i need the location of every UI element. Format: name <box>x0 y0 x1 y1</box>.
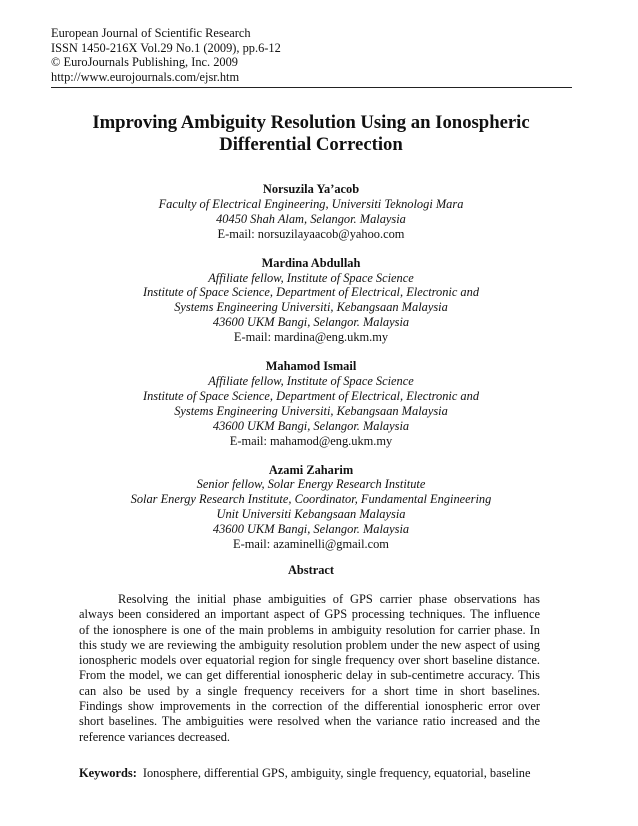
header-divider <box>51 87 572 88</box>
abstract-line: reference variances decreased. <box>79 729 230 744</box>
author-affiliation: Senior fellow, Solar Energy Research Institute <box>196 477 426 492</box>
author-affiliation: 43600 UKM Bangi, Selangor. Malaysia <box>212 522 410 537</box>
journal-name: European Journal of Scientific Research <box>51 26 251 40</box>
author-block <box>60 359 562 448</box>
author-affiliation: Unit Universiti Kebangsaan Malaysia <box>216 507 406 522</box>
abstract-line: Resolving the initial phase ambiguities of GPS carrier phase observations has <box>118 592 540 606</box>
paper-title-line-1: Improving Ambiguity Resolution Using an Ionospheric <box>92 112 530 133</box>
paper-title <box>60 112 562 156</box>
author-name: Norsuzila Ya’acob <box>262 182 360 196</box>
author-block <box>60 256 562 345</box>
author-email[interactable]: E-mail: mardina@eng.ukm.my <box>233 330 389 345</box>
abstract-text <box>79 592 540 745</box>
journal-copyright: © EuroJournals Publishing, Inc. 2009 <box>51 55 239 70</box>
author-affiliation: 43600 UKM Bangi, Selangor. Malaysia <box>212 315 410 330</box>
author-affiliation: Institute of Space Science, Department of Electrical, Electronic and <box>142 285 480 300</box>
abstract-line: can also be used by a single frequency receivers for a short time in short baselines. <box>79 683 540 698</box>
author-affiliation: Affiliate fellow, Institute of Space Science <box>208 270 414 285</box>
author-email[interactable]: E-mail: mahamod@eng.ukm.my <box>229 433 393 448</box>
author-affiliation: Systems Engineering Universiti, Kebangsaan Malaysia <box>174 403 448 418</box>
journal-url[interactable]: http://www.eurojournals.com/ejsr.htm <box>51 69 240 84</box>
author-block <box>60 463 562 552</box>
author-affiliation: 43600 UKM Bangi, Selangor. Malaysia <box>212 418 410 433</box>
author-affiliation: 40450 Shah Alam, Selangor. Malaysia <box>216 211 406 226</box>
abstract-line: this study we are reviewing the ambiguity resolution problem under the new aspect of using <box>79 637 540 652</box>
keywords-label: Keywords: <box>79 766 137 780</box>
abstract-line: From the model, we can get differential ionospheric delay in sub-centimetre accuracy. This <box>79 668 540 683</box>
author-email[interactable]: E-mail: azaminelli@gmail.com <box>233 537 389 552</box>
keywords-text: Ionosphere, differential GPS, ambiguity, single frequency, equatorial, baseline <box>142 766 531 780</box>
journal-header <box>51 26 571 84</box>
author-affiliation: Systems Engineering Universiti, Kebangsaan Malaysia <box>174 300 448 315</box>
paper-title-line-2: Differential Correction <box>219 134 403 155</box>
author-name: Mardina Abdullah <box>261 255 361 270</box>
author-name: Mahamod Ismail <box>265 359 357 374</box>
author-name: Azami Zaharim <box>268 462 354 477</box>
abstract-line: Findings show improvements in the correction of the differential ionospheric error over <box>79 699 540 714</box>
journal-issn: ISSN 1450-216X Vol.29 No.1 (2009), pp.6-12 <box>51 40 281 55</box>
abstract-line: short baselines. The ambiguities were resolved when the variance ratio increased and the <box>79 714 540 729</box>
abstract-line: always been considered an important aspect of GPS processing techniques. The influence <box>79 607 540 622</box>
author-affiliation: Institute of Space Science, Department of Electrical, Electronic and <box>142 388 480 403</box>
abstract-line: ionospheric models over equatorial region for single frequency over short baseline distance. <box>79 653 540 668</box>
keywords-line <box>79 766 541 781</box>
abstract-heading: Abstract <box>287 563 335 577</box>
author-affiliation: Solar Energy Research Institute, Coordinator, Fundamental Engineering <box>130 492 492 507</box>
abstract-line: of the ionosphere is one of the main problems in ambiguity resolution for carrier phase. In <box>79 622 540 637</box>
author-affiliation: Faculty of Electrical Engineering, Universiti Teknologi Mara <box>158 196 464 211</box>
author-email[interactable]: E-mail: norsuzilayaacob@yahoo.com <box>217 226 405 241</box>
author-block <box>60 182 562 242</box>
author-list <box>60 182 562 566</box>
author-affiliation: Affiliate fellow, Institute of Space Science <box>208 373 414 388</box>
